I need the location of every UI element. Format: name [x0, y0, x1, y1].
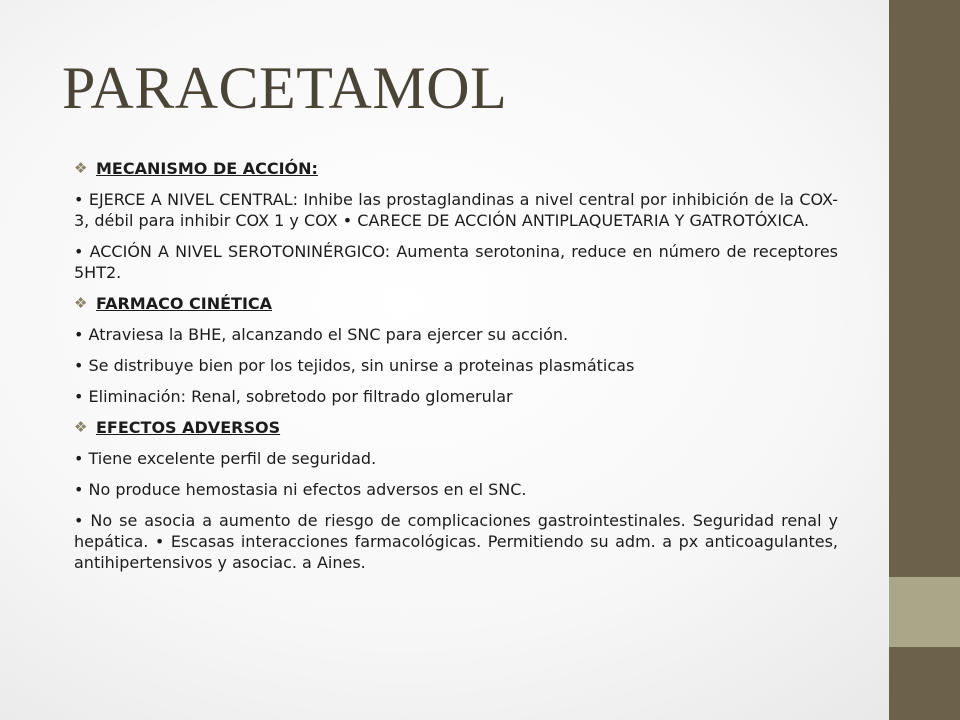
diamond-bullet-icon: ❖ — [74, 294, 88, 312]
diamond-bullet-icon: ❖ — [74, 418, 88, 436]
section-heading-text: MECANISMO DE ACCIÓN: — [96, 159, 318, 178]
section-heading-mecanismo — [74, 158, 838, 179]
body-paragraph: • Tiene excelente perfil de seguridad. — [74, 449, 377, 468]
body-paragraph: • No produce hemostasia ni efectos adversos en el SNC. — [74, 480, 527, 499]
body-paragraph: • Atraviesa la BHE, alcanzando el SNC para ejercer su acción. — [74, 325, 569, 344]
diamond-bullet-icon: ❖ — [74, 159, 88, 177]
section-heading-farmacocinetica — [74, 293, 838, 314]
slide-content — [74, 158, 838, 583]
body-paragraph: • Se distribuye bien por los tejidos, sin unirse a proteinas plasmáticas — [74, 356, 635, 375]
section-heading-efectos-adversos — [74, 417, 838, 438]
accent-decorative-band — [889, 577, 960, 647]
slide-title: PARACETAMOL — [62, 55, 508, 121]
body-paragraph: • Eliminación: Renal, sobretodo por filtrado glomerular — [74, 387, 513, 406]
body-paragraph: • No se asocia a aumento de riesgo de complicaciones gastrointestinales. Seguridad renal y hepática. • Escasas interacciones farmacológicas. Permitiendo su adm. a px anticoagulantes, antihipertensivos y asociac. a Aines. — [74, 511, 838, 572]
body-paragraph: • EJERCE A NIVEL CENTRAL: Inhibe las prostaglandinas a nivel central por inhibición de la COX-3, débil para inhibir COX 1 y COX • CARECE DE ACCIÓN ANTIPLAQUETARIA Y GATROTÓXICA. — [74, 190, 838, 230]
section-heading-text: EFECTOS ADVERSOS — [96, 418, 281, 437]
body-paragraph: • ACCIÓN A NIVEL SEROTONINÉRGICO: Aumenta serotonina, reduce en número de receptores 5HT2. — [74, 242, 838, 282]
section-heading-text: FARMACO CINÉTICA — [96, 294, 273, 313]
